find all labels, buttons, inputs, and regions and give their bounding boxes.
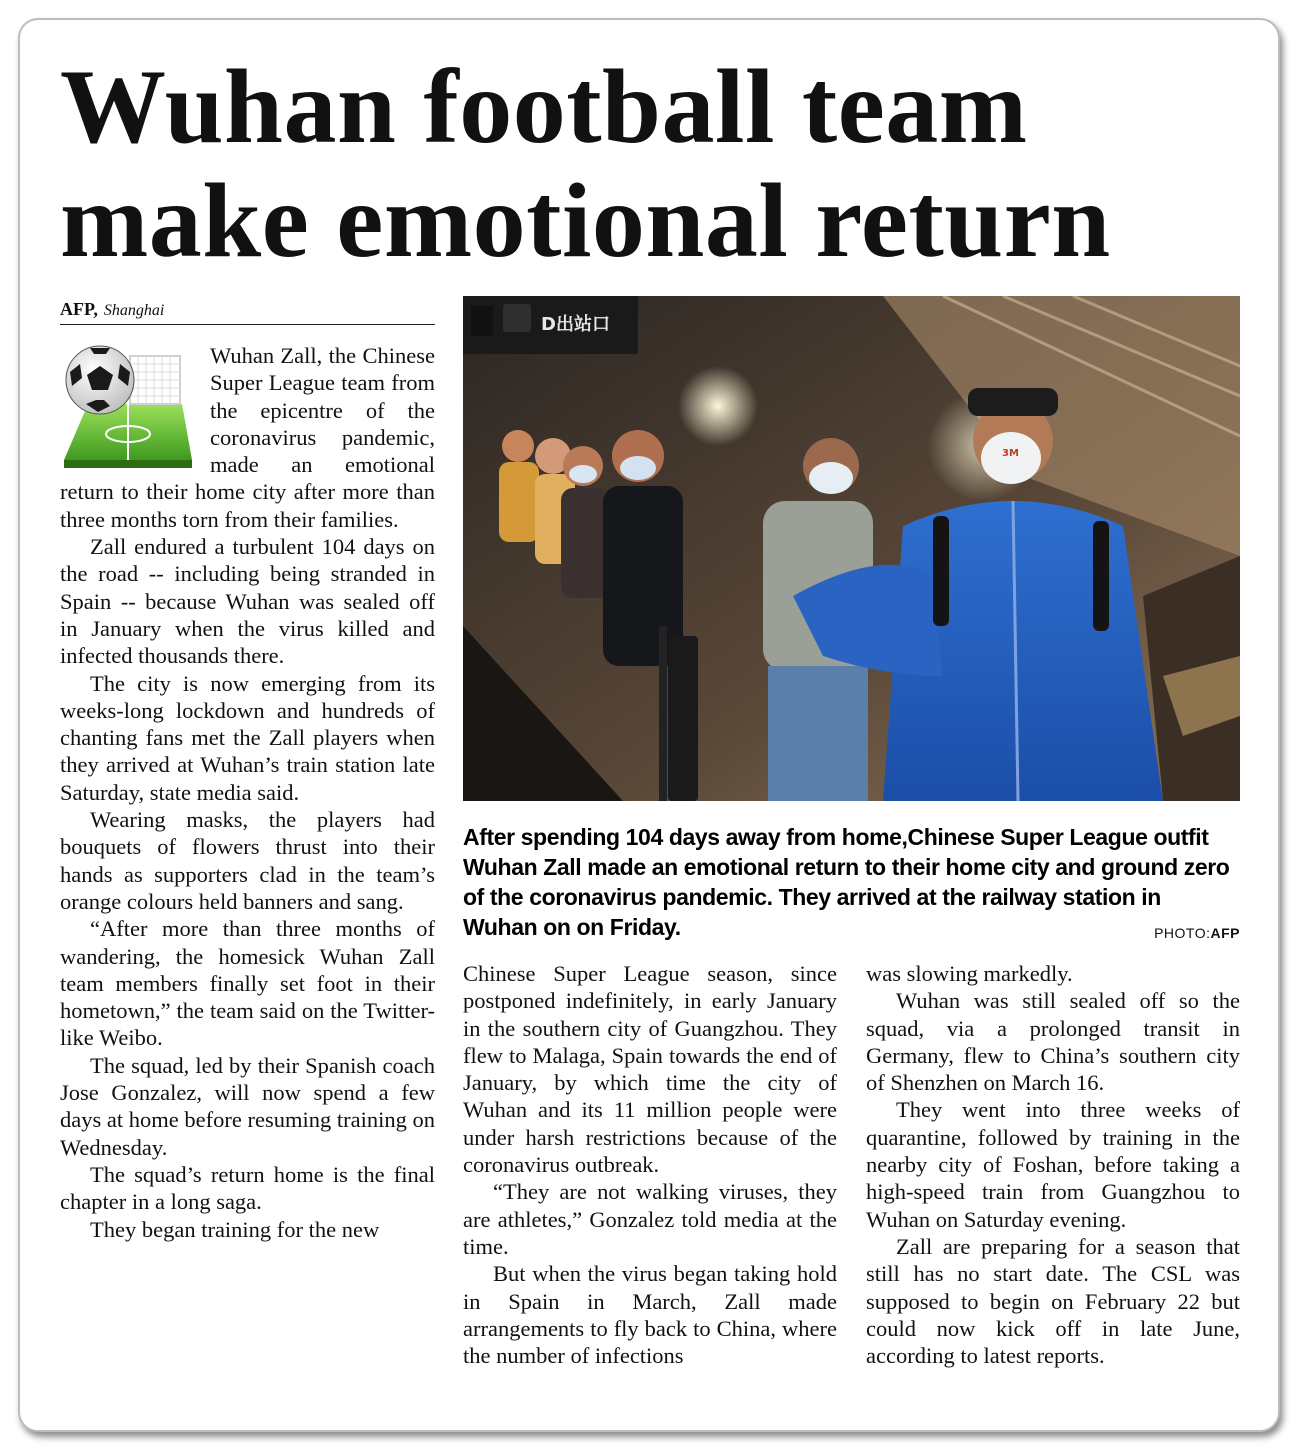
mask-brand-text: 3M <box>1002 448 1019 459</box>
paragraph: Wearing masks, the players had bouquets of flowers thrust into their hands as supporters clad in the team’s orange colours held banners and sang. <box>60 807 435 914</box>
paragraph: was slowing markedly. <box>866 961 1073 986</box>
paragraph: “After more than three months of wandering, the homesick Wuhan Zall team members finally set foot in their hometown,” the team said on the Twitter-like Weibo. <box>60 916 435 1051</box>
photo-credit <box>1154 925 1240 941</box>
paragraph: Chinese Super League season, since postponed indefinitely, in early January in the southern city of Guangzhou. They flew to Malaga, Spain towards the end of January, by which time the city of Wuhan and its 11 million people were under harsh restrictions because of the coronavirus outbreak. <box>463 961 837 1178</box>
headline-line-2: make emotional return <box>60 162 1111 279</box>
article-column-2 <box>463 960 837 1369</box>
paragraph: They went into three weeks of quarantine, followed by training in the nearby city of Foshan, before taking a high-speed train from Guangzhou to Wuhan on Saturday evening. <box>866 1097 1240 1232</box>
paragraph: The squad’s return home is the final chapter in a long saga. <box>60 1161 435 1215</box>
paragraph: The city is now emerging from its weeks-long lockdown and hundreds of chanting fans met the Zall players when they arrived at Wuhan’s train station late Saturday, state media said. <box>60 670 435 805</box>
photo-credit-label: PHOTO: <box>1154 925 1211 941</box>
news-photo <box>463 296 1240 801</box>
paragraph: “They are not walking viruses, they are athletes,” Gonzalez told media at the time. <box>463 1179 837 1259</box>
paragraph: Wuhan Zall, the Chinese Super League team from the epicentre of the coronavirus pandemic, made an emotional return to their home city after more than three months torn from their families. <box>60 343 435 532</box>
headline-line-1: Wuhan football team <box>60 48 1028 165</box>
soccer-ball-icon <box>60 342 202 470</box>
paragraph: Zall endured a turbulent 104 days on the road -- including being stranded in Spain -- because Wuhan was sealed off in January when the virus killed and infected thousands there. <box>60 534 435 669</box>
paragraph: Wuhan was still sealed off so the squad, via a prolonged transit in Germany, flew to China’s southern city of Shenzhen on March 16. <box>866 988 1240 1096</box>
paragraph: But when the virus began taking hold in Spain in March, Zall made arrangements to fly back to China, where the number of infections <box>463 1261 837 1369</box>
article-column-1 <box>60 342 435 1243</box>
paragraph: They began training for the new <box>90 1216 380 1242</box>
photo-credit-agency: AFP <box>1210 925 1240 941</box>
headline <box>60 50 1250 278</box>
byline-location: Shanghai <box>103 302 165 319</box>
paragraph: Zall are preparing for a season that still has no start date. The CSL was supposed to begin on February 22 but could now kick off in late June, according to latest reports. <box>866 1233 1240 1369</box>
photo-caption: After spending 104 days away from home,Chinese Super League outfit Wuhan Zall made an emotional return to their home city and ground zero of the coronavirus pandemic. They arrived at the railway station in Wuhan on on Friday. <box>463 824 1230 940</box>
station-sign-text: D出站口 <box>541 314 610 335</box>
article-column-3 <box>866 960 1240 1369</box>
paragraph: The squad, led by their Spanish coach Jose Gonzalez, will now spend a few days at home before resuming training on Wednesday. <box>60 1052 435 1160</box>
byline-agency: AFP, <box>60 299 98 319</box>
escalator-photo-illustration <box>463 296 1240 801</box>
byline <box>60 298 435 325</box>
